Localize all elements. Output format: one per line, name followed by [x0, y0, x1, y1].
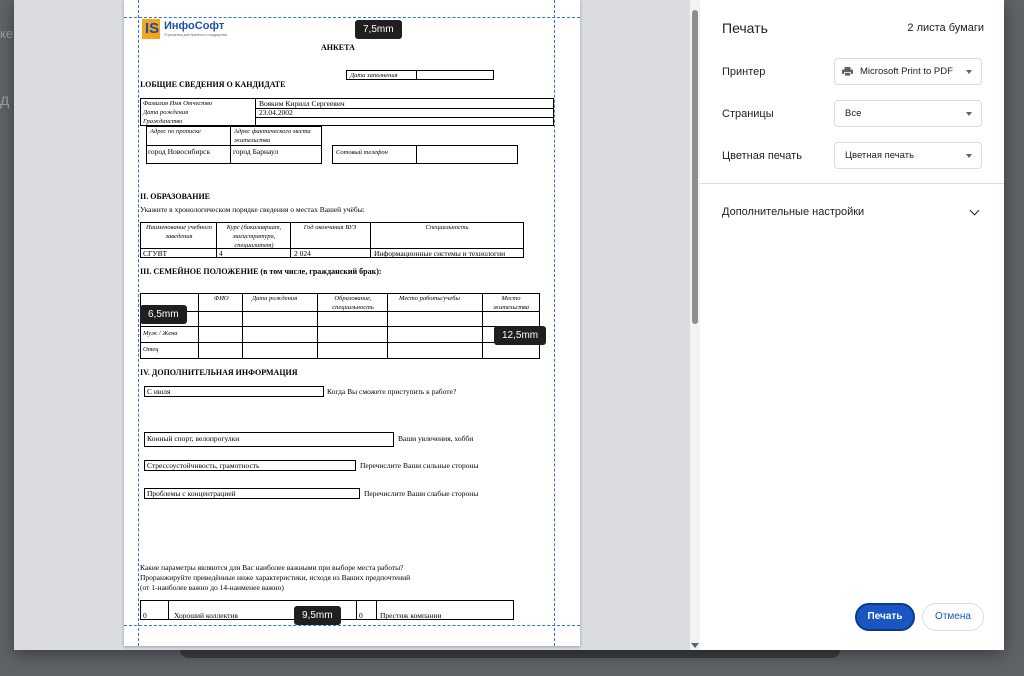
family-header: Место жительства — [492, 295, 530, 311]
edu-cell: 2 024 — [294, 249, 311, 258]
dropdown-caret-icon — [966, 70, 972, 74]
advanced-settings-toggle[interactable]: Дополнительные настройки — [722, 206, 865, 218]
infosoft-logo: IS ИнфоСофт IT-решения для бизнеса и государства — [142, 19, 242, 41]
dropdown-caret-icon — [966, 112, 972, 116]
margin-guide-right — [554, 0, 555, 646]
margin-badge-right: 12,5mm — [494, 326, 546, 345]
strengths-value: Стрессоустойчивость, грамотность — [147, 461, 260, 470]
edu-cell: 4 — [219, 249, 223, 258]
color-label: Цветная печать — [722, 150, 802, 162]
printer-select[interactable] — [834, 58, 982, 85]
edu-header: Наименование учебного заведения — [145, 224, 213, 240]
family-header: Дата рождения — [252, 295, 298, 302]
fill-date-label: Дата заполнения — [350, 72, 398, 79]
sheet-count: 2 листа бумаги — [907, 22, 984, 34]
reg-address-label: Адрес по прописке — [150, 128, 201, 135]
rank-label: Хороший коллектив — [174, 611, 238, 620]
preview-scrollbar[interactable] — [690, 0, 700, 650]
print-settings-panel — [700, 0, 1004, 650]
fio-value: Вояким Кирилл Сергеевич — [259, 99, 345, 108]
margin-guide-bottom — [124, 625, 580, 626]
edu-cell: Информационные системы и технологии — [374, 249, 506, 258]
margin-guide-top — [124, 17, 580, 18]
weaknesses-label: Перечислите Ваши слабые стороны — [364, 489, 479, 498]
scroll-down-arrow-icon[interactable] — [691, 643, 699, 648]
pages-value: Все — [845, 108, 862, 119]
preview-page — [124, 0, 580, 646]
family-row-label: Отец — [143, 346, 159, 353]
color-value: Цветная печать — [845, 150, 915, 161]
citizenship-label: Гражданство — [143, 118, 183, 125]
family-row-label: Муж / Жена — [143, 330, 178, 337]
rank-number: 0 — [359, 611, 363, 620]
family-header: ФИО — [214, 295, 229, 302]
pages-select[interactable] — [834, 100, 982, 127]
dob-label: Дата рождения — [143, 109, 189, 116]
cancel-button[interactable]: Отмена — [922, 603, 984, 631]
pages-label: Страницы — [722, 108, 774, 120]
edu-header: Год окончания ВУЗ — [303, 224, 357, 231]
rank-label: Престиж компании — [380, 611, 442, 620]
printer-icon — [842, 67, 853, 76]
rank-number: 0 — [143, 611, 147, 620]
section-2-hint: Укажите в хронологическом порядке сведения о местах Вашей учёбы: — [140, 205, 365, 214]
hobby-label: Ваши увлечения, хобби — [398, 434, 474, 443]
scrollbar-thumb[interactable] — [692, 10, 698, 324]
actual-address-value: город Барнаул — [233, 147, 279, 156]
section-2-heading: II. ОБРАЗОВАНИЕ — [140, 192, 211, 201]
params-question: Какие параметры являются для Вас наиболее важными при выборе места работы? — [140, 563, 404, 572]
start-value-box — [144, 386, 324, 397]
phone-label: Сотовый телефон — [336, 149, 388, 156]
fio-label: Фамилия Имя Отчество — [143, 100, 212, 107]
print-preview-area[interactable] — [14, 0, 700, 650]
start-label: Когда Вы сможете приступить к работе? — [327, 387, 457, 396]
dob-value: 23.04.2002 — [259, 108, 293, 117]
print-title: Печать — [722, 20, 768, 36]
weaknesses-value: Проблемы с концентрацией — [147, 489, 236, 498]
family-header: Образование, специальность — [332, 295, 374, 311]
family-header: Место работы/учебы — [399, 295, 460, 302]
background-text-fragment: д — [0, 92, 10, 109]
form-title: АНКЕТА — [321, 43, 355, 52]
reg-address-value: город Новосибирск — [148, 147, 211, 156]
strengths-label: Перечислите Ваши сильные стороны — [360, 461, 479, 470]
print-button[interactable]: Печать — [855, 603, 915, 631]
params-question: (от 1-наиболее важно до 14-наименее важно) — [140, 583, 284, 592]
color-select[interactable] — [834, 142, 982, 169]
printer-value: Microsoft Print to PDF — [860, 66, 953, 77]
edu-cell: СГУВТ — [143, 249, 168, 258]
chevron-down-icon[interactable] — [970, 206, 980, 216]
margin-badge-top: 7,5mm — [355, 20, 402, 39]
dropdown-caret-icon — [966, 154, 972, 158]
start-value: С июля — [147, 387, 171, 396]
background-text-fragment: ке — [0, 26, 14, 41]
params-question: Проранжируйте приведённые ниже характеристики, исходя из Ваших предпочтений — [140, 573, 411, 582]
section-3-heading: III. СЕМЕЙНОЕ ПОЛОЖЕНИЕ (в том числе, гражданский брак): — [140, 267, 382, 276]
section-4-heading: IV. ДОПОЛНИТЕЛЬНАЯ ИНФОРМАЦИЯ — [140, 368, 298, 377]
margin-badge-bottom: 9,5mm — [294, 606, 341, 625]
margin-badge-left: 6,5mm — [140, 305, 187, 324]
edu-header: Курс (бакалавриат, магистратура, специалитет) — [226, 224, 282, 249]
edu-header: Специальность — [425, 224, 469, 231]
section-1-heading: I.ОБЩИЕ СВЕДЕНИЯ О КАНДИДАТЕ — [140, 80, 286, 89]
print-dialog — [14, 0, 1004, 650]
background-bar — [180, 650, 840, 658]
printer-label: Принтер — [722, 66, 766, 78]
divider — [700, 183, 1004, 184]
actual-address-label: Адрес фактического места жительства — [234, 128, 311, 144]
margin-guide-left — [138, 0, 139, 646]
hobby-value: Конный спорт, велопрогулки — [147, 434, 240, 443]
